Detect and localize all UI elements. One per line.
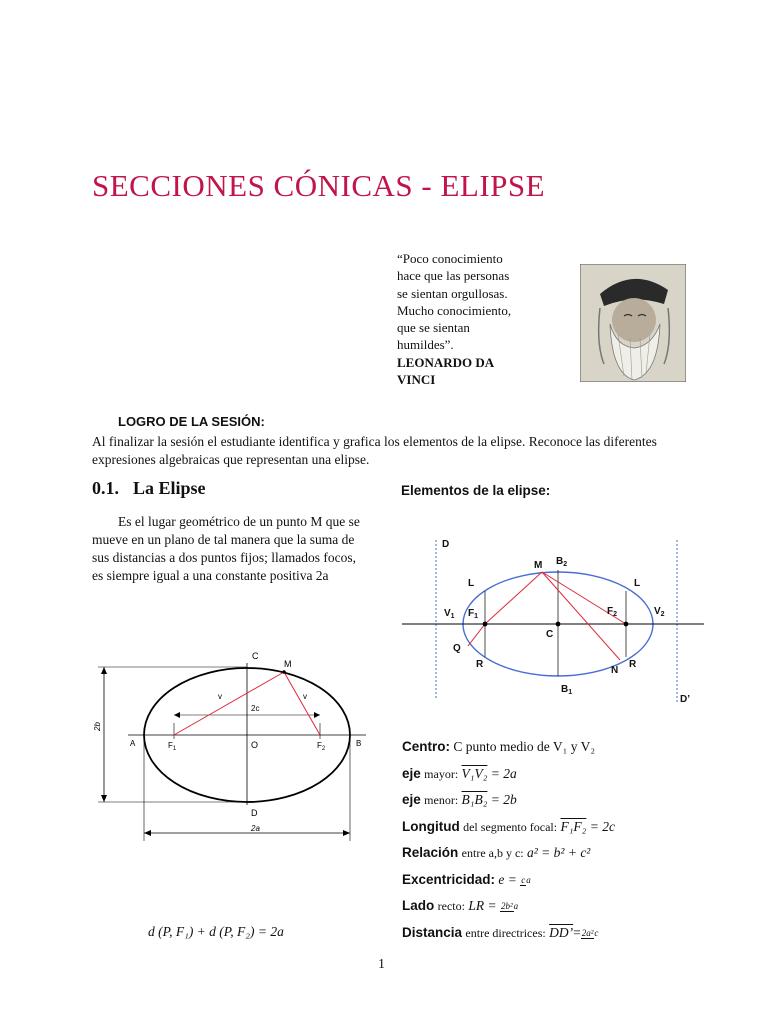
label-V2: $V_2$ — [654, 606, 665, 618]
ellipse-diagram-left — [88, 645, 378, 845]
page-title: SECCIONES CÓNICAS - ELIPSE — [92, 168, 546, 203]
quote-block — [397, 250, 562, 388]
prop-centro: Centro: C punto medio de V₁ y V₂ — [402, 739, 596, 754]
prop-longitud: Longitud del segmento focal: F₁F₂ = 2c — [402, 818, 615, 834]
focal-distance-formula: d (P, F₁) + d (P, F₂) = 2a — [148, 924, 284, 939]
quote-line: se sientan orgullosas. — [397, 285, 508, 301]
leonardo-portrait-image — [580, 264, 686, 382]
label-B: B — [356, 739, 362, 748]
quote-line: “Poco conocimiento — [397, 251, 503, 266]
section-heading — [92, 478, 220, 499]
label-F2: $F_2$ — [317, 741, 326, 752]
ellipse-definition: Es el lugar geométrico de un punto M que se mueve en un plano de tal manera que la suma de sus distancias a dos puntos fijos; llamados focos, es siempre igual a una constante positiva 2a — [92, 514, 360, 583]
prop-lado-recto: Lado recto: LR = 2b²a — [402, 898, 519, 913]
page-number: 1 — [378, 957, 385, 972]
label-R-left: R — [476, 659, 484, 670]
quote-line: humildes”. — [397, 337, 454, 353]
label-M: M — [284, 659, 292, 669]
properties-list — [402, 739, 615, 951]
label-2c: 2c — [251, 704, 260, 713]
label-A: A — [130, 739, 136, 748]
label-L-right: L — [634, 578, 641, 589]
prop-eje-mayor: eje mayor: V₁V₂ = 2a — [402, 765, 517, 781]
logro-text: Al finalizar la sesión el estudiante identifica y grafica los elementos de la elipse. Reconoce las diferentes expresiones algebraicas que representan una elipse. — [92, 434, 657, 467]
label-C: C — [252, 651, 259, 661]
prop-eje-menor: eje menor: B₁B₂ = 2b — [402, 792, 517, 807]
label-2a: 2a — [251, 824, 260, 833]
label-L-left: L — [468, 578, 475, 589]
label-B1: $B_1$ — [561, 684, 573, 696]
quote-author: LEONARDO DA — [397, 354, 495, 370]
ellipse-diagram-right — [398, 530, 708, 710]
label-D: D — [442, 539, 450, 550]
label-C: C — [546, 629, 554, 640]
label-N: N — [611, 665, 619, 676]
label-F1: $F_1$ — [168, 741, 177, 752]
elements-heading: Elementos de la elipse: — [401, 483, 551, 498]
quote-line: Mucho conocimiento, — [397, 302, 512, 318]
prop-excentricidad: Excentricidad: e = ca — [402, 871, 531, 887]
section-title: La Elipse — [133, 478, 206, 498]
label-v2: v — [303, 692, 307, 701]
label-V1: $V_1$ — [444, 608, 455, 620]
label-O: O — [251, 740, 259, 750]
quote-line: que se sientan — [397, 320, 470, 336]
label-Q: Q — [453, 643, 461, 654]
section-number: 0.1. — [92, 478, 119, 498]
label-D-prime: D’ — [680, 694, 690, 705]
label-v1: v — [218, 692, 222, 701]
label-B2: $B_2$ — [556, 556, 568, 568]
label-2b: 2b — [93, 722, 102, 731]
prop-distancia: Distancia entre directrices: DD’=2a²c — [402, 924, 599, 940]
label-R-right: R — [629, 659, 637, 670]
prop-relacion: Relación entre a,b y c: a² = b² + c² — [402, 845, 591, 860]
logro-heading: LOGRO DE LA SESIÓN: — [118, 414, 265, 429]
quote-author: VINCI — [397, 372, 436, 388]
label-F1: $F_1$ — [468, 608, 479, 620]
label-F2: $F_2$ — [607, 606, 618, 618]
label-D: D — [251, 808, 258, 818]
quote-line: hace que las personas — [397, 268, 510, 284]
label-M: M — [534, 560, 543, 571]
